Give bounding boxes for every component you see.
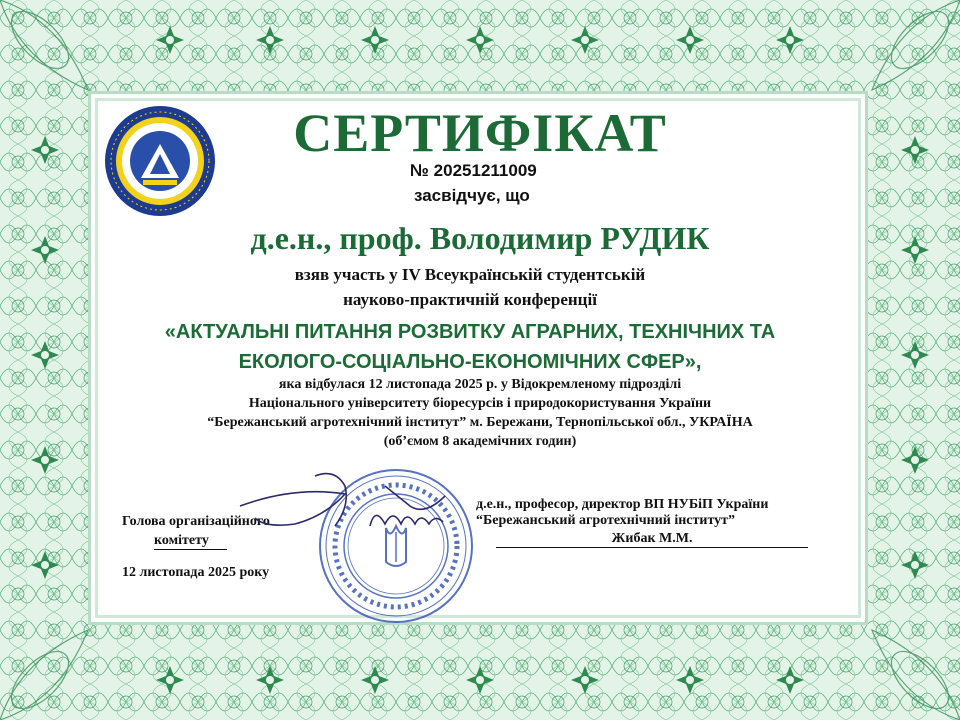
certificate-title: СЕРТИФІКАТ: [293, 103, 667, 163]
conference-topic-line-2: ЕКОЛОГО-СОЦІАЛЬНО-ЕКОНОМІЧНИХ СФЕР»,: [238, 351, 702, 373]
handwritten-signature: [235, 466, 475, 556]
certificate-number: № 20251211009: [410, 161, 537, 180]
director-institute: “Бережанський агротехнічний інститут”: [476, 513, 736, 528]
details-line-4: (об’ємом 8 академічних годин): [383, 434, 577, 449]
director-name: Жибак М.М.: [496, 531, 808, 548]
details-line-3: “Бережанський агротехнічний інститут” м. Бережани, Тернопільської обл., УКРАЇНА: [207, 415, 753, 430]
conference-topic-line-1: «АКТУАЛЬНІ ПИТАННЯ РОЗВИТКУ АГРАРНИХ, ТЕХНІЧНИХ ТА: [164, 321, 776, 343]
recipient-name: д.е.н., проф. Володимир РУДИК: [250, 220, 710, 256]
director-title: д.е.н., професор, директор ВП НУБіП України: [476, 497, 769, 512]
participation-line-2: науково-практичній конференції: [343, 290, 597, 309]
details-line-2: Національного університету біоресурсів і природокористування України: [248, 396, 712, 411]
issue-date: 12 листопада 2025 року: [122, 565, 270, 580]
committee-chair-label: Голова організаційного: [122, 514, 270, 529]
details-line-1: яка відбулася 12 листопада 2025 р. у Відокремленому підрозділі: [278, 377, 682, 392]
participation-line-1: взяв участь у IV Всеукраїнській студентській: [294, 265, 646, 284]
committee-label: комітету: [154, 533, 227, 550]
certifies-text: засвідчує, що: [414, 186, 530, 205]
